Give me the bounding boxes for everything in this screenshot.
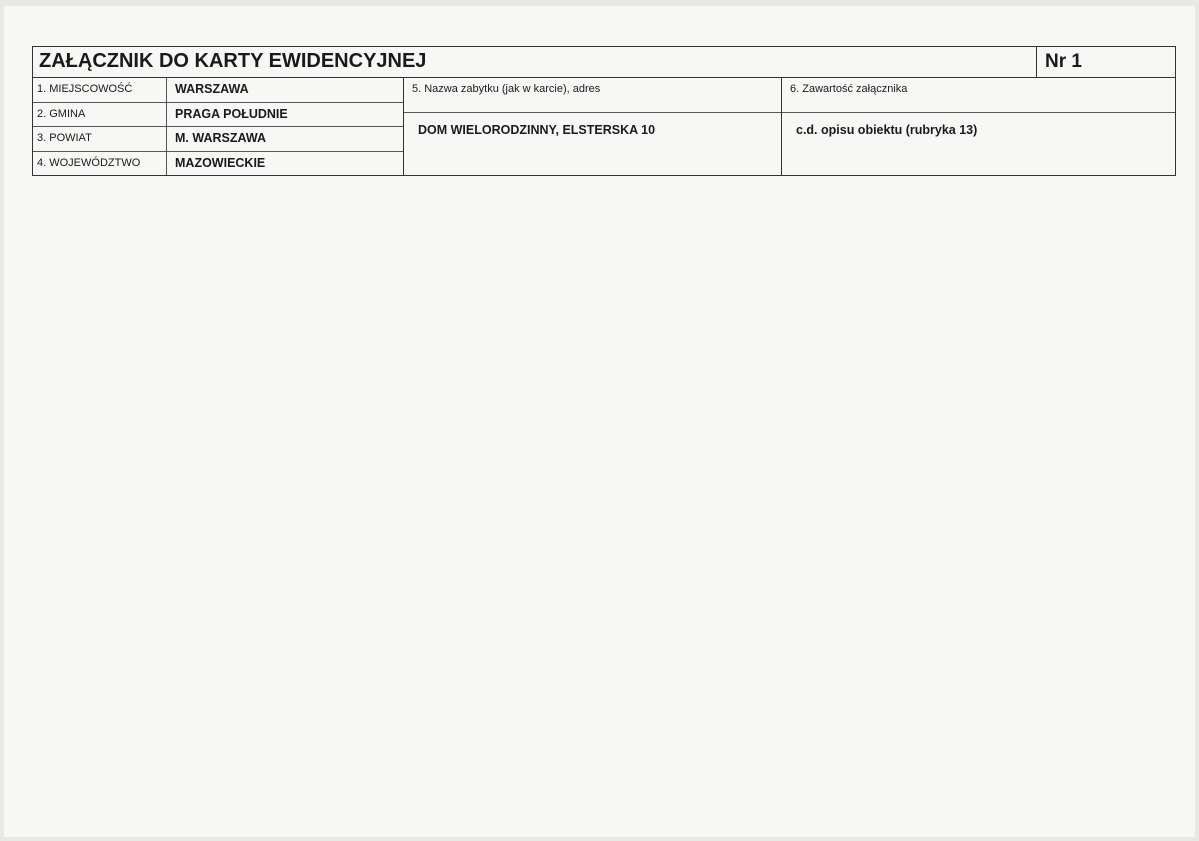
form-number: Nr 1	[1036, 47, 1175, 77]
label-wojewodztwo: 4. WOJEWÓDZTWO	[33, 152, 167, 176]
label-gmina: 2. GMINA	[33, 103, 167, 127]
label-powiat: 3. POWIAT	[33, 127, 167, 151]
label-miejscowosc: 1. MIEJSCOWOŚĆ	[33, 78, 167, 102]
form-title: ZAŁĄCZNIK DO KARTY EWIDENCYJNEJ	[39, 50, 427, 72]
monument-label: 5. Nazwa zabytku (jak w karcie), adres	[404, 78, 781, 113]
attachment-content-label: 6. Zawartość załącznika	[782, 78, 1175, 113]
monument-value: DOM WIELORODZINNY, ELSTERSKA 10	[418, 122, 656, 137]
attachment-content-value: c.d. opisu obiektu (rubryka 13)	[796, 122, 978, 137]
value-powiat: M. WARSZAWA	[175, 131, 266, 145]
value-gmina: PRAGA POŁUDNIE	[175, 106, 288, 121]
document-page	[4, 6, 1195, 837]
header-table	[32, 46, 1176, 176]
value-miejscowosc: WARSZAWA	[175, 82, 249, 96]
value-wojewodztwo: MAZOWIECKIE	[175, 155, 266, 170]
